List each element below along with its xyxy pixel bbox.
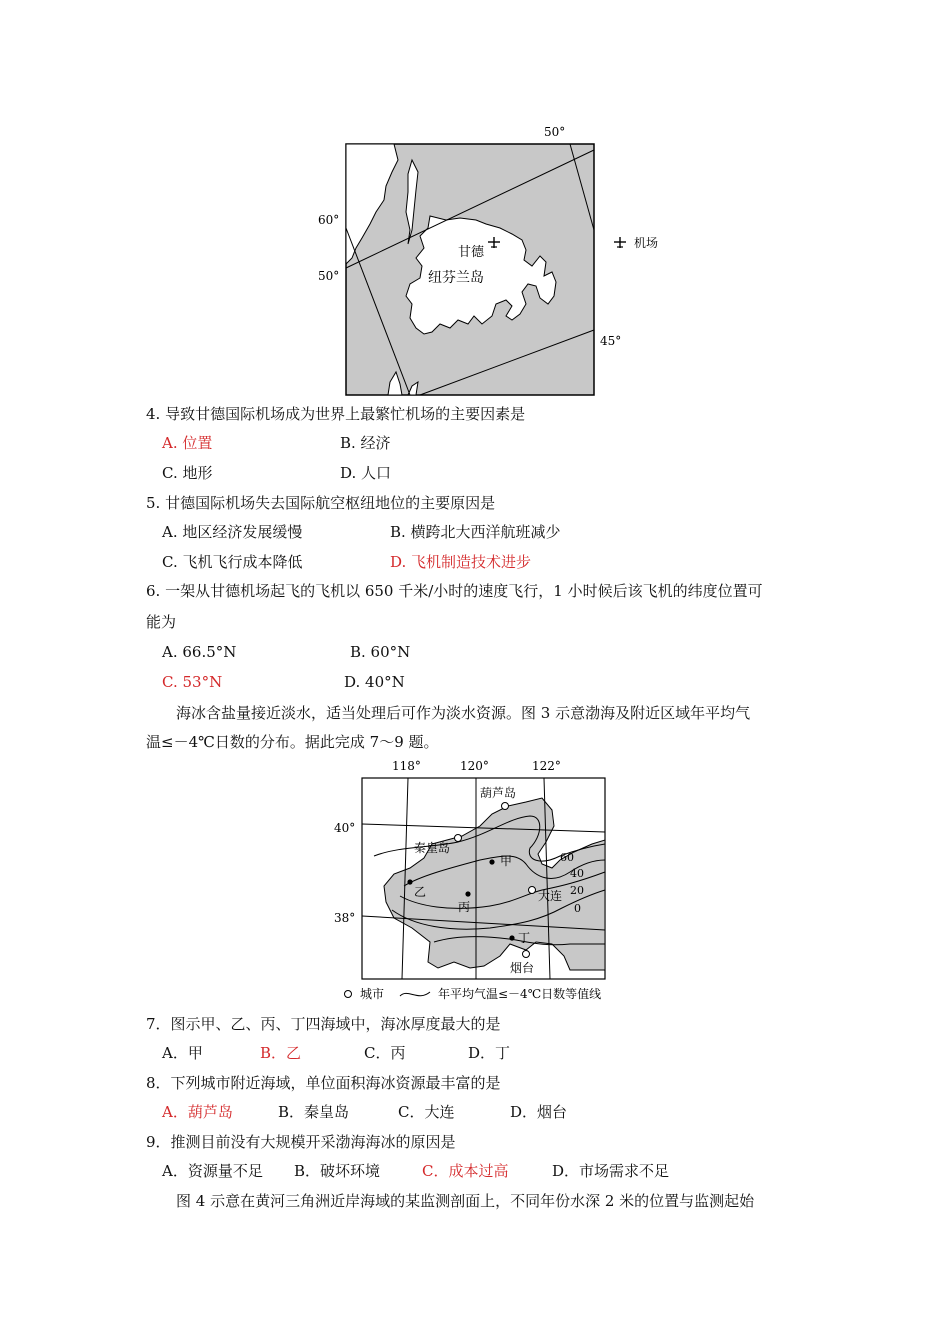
q5-option-a: A. 地区经济发展缓慢 (162, 523, 303, 541)
q6-option-b: B. 60°N (350, 643, 411, 661)
q7-option-d: D．丁 (468, 1044, 511, 1062)
q6-option-a: A. 66.5°N (162, 643, 237, 661)
q5-stem: 5. 甘德国际机场失去国际航空枢纽地位的主要原因是 (146, 494, 496, 512)
city-yantai (523, 951, 530, 958)
q9-option-b: B．破坏环境 (294, 1162, 381, 1180)
label-yantai: 烟台 (510, 961, 535, 975)
label-contour-60: 60 (560, 851, 574, 864)
map2-lat-38: 38° (334, 911, 356, 925)
map2-lon-120: 120° (460, 759, 489, 773)
q4-option-a: A. 位置 (162, 434, 213, 452)
q4-option-b: B. 经济 (340, 434, 391, 452)
label-contour-20: 20 (570, 884, 584, 897)
map1-city-gander: 甘德 (458, 245, 485, 260)
map2-lat-40: 40° (334, 821, 356, 835)
city-dalian (529, 887, 536, 894)
map1-legend-airport: 机场 (634, 236, 659, 250)
q5-option-d: D. 飞机制造技术进步 (390, 553, 532, 571)
city-huludao (502, 803, 509, 810)
q9-option-c: C．成本过高 (422, 1162, 509, 1180)
q8-option-c: C．大连 (398, 1103, 455, 1121)
point-yi (407, 879, 412, 884)
legend-contour-label: 年平均气温≤－4℃日数等值线 (438, 987, 602, 1001)
map1-lat-45: 45° (600, 334, 622, 348)
label-jia: 甲 (500, 854, 513, 868)
intro7-line2: 温≤－4℃日数的分布。据此完成 7～9 题。 (146, 733, 439, 751)
label-dalian: 大连 (538, 889, 563, 903)
label-contour-40: 40 (570, 867, 584, 880)
q6-option-c: C. 53°N (162, 673, 223, 691)
point-ding (509, 935, 514, 940)
point-jia (489, 859, 494, 864)
intro7-line1: 海冰含盐量接近淡水，适当处理后可作为淡水资源。图 3 示意渤海及附近区域年平均气 (176, 704, 751, 722)
q7-stem: 7．图示甲、乙、丙、丁四海域中，海冰厚度最大的是 (146, 1015, 501, 1033)
q6-stem-line2: 能为 (146, 613, 177, 631)
point-bing (465, 891, 470, 896)
q8-option-a: A．葫芦岛 (162, 1103, 233, 1121)
bohai-map (330, 756, 630, 1006)
q4-option-c: C. 地形 (162, 464, 213, 482)
map2-lon-118: 118° (392, 759, 421, 773)
label-bing: 丙 (458, 900, 471, 914)
label-yi: 乙 (414, 885, 427, 899)
q8-stem: 8．下列城市附近海域，单位面积海冰资源最丰富的是 (146, 1074, 501, 1092)
bohai-map-svg (330, 756, 630, 1006)
q8-option-b: B．秦皇岛 (278, 1103, 350, 1121)
city-qinhuangdao (455, 835, 462, 842)
q5-option-c: C. 飞机飞行成本降低 (162, 553, 303, 571)
intro10-line1: 图 4 示意在黄河三角洲近岸海域的某监测剖面上，不同年份水深 2 米的位置与监测起始 (176, 1192, 755, 1210)
map1-lat-60: 60° (318, 213, 340, 227)
label-ding: 丁 (518, 931, 531, 945)
q4-option-d: D. 人口 (340, 464, 392, 482)
q9-stem: 9．推测目前没有大规模开采渤海海冰的原因是 (146, 1133, 456, 1151)
label-contour-0: 0 (574, 902, 581, 915)
q7-option-b: B．乙 (260, 1044, 302, 1062)
legend-airport-icon (614, 237, 626, 248)
q6-option-d: D. 40°N (344, 673, 405, 691)
map2-lon-122: 122° (532, 759, 561, 773)
label-huludao: 葫芦岛 (480, 786, 517, 800)
legend-contour-symbol (400, 992, 430, 996)
map1-island-name: 纽芬兰岛 (428, 270, 484, 286)
newfoundland-map-svg (300, 120, 680, 405)
q9-option-d: D．市场需求不足 (552, 1162, 670, 1180)
q5-option-b: B. 横跨北大西洋航班减少 (390, 523, 561, 541)
newfoundland-map (300, 120, 680, 405)
legend-city-label: 城市 (360, 987, 385, 1001)
map1-lat-50-top: 50° (544, 125, 566, 139)
q6-stem-line1: 6. 一架从甘德机场起飞的飞机以 650 千米/小时的速度飞行，1 小时候后该飞机的纬度位置可 (146, 582, 763, 600)
q9-option-a: A．资源量不足 (162, 1162, 263, 1180)
q4-stem: 4. 导致甘德国际机场成为世界上最繁忙机场的主要因素是 (146, 405, 526, 423)
map1-lat-50-left: 50° (318, 269, 340, 283)
q8-option-d: D．烟台 (510, 1103, 568, 1121)
legend-city-symbol (345, 991, 352, 998)
q7-option-c: C．丙 (364, 1044, 406, 1062)
label-qinhuangdao: 秦皇岛 (414, 841, 451, 855)
q7-option-a: A．甲 (162, 1044, 203, 1062)
